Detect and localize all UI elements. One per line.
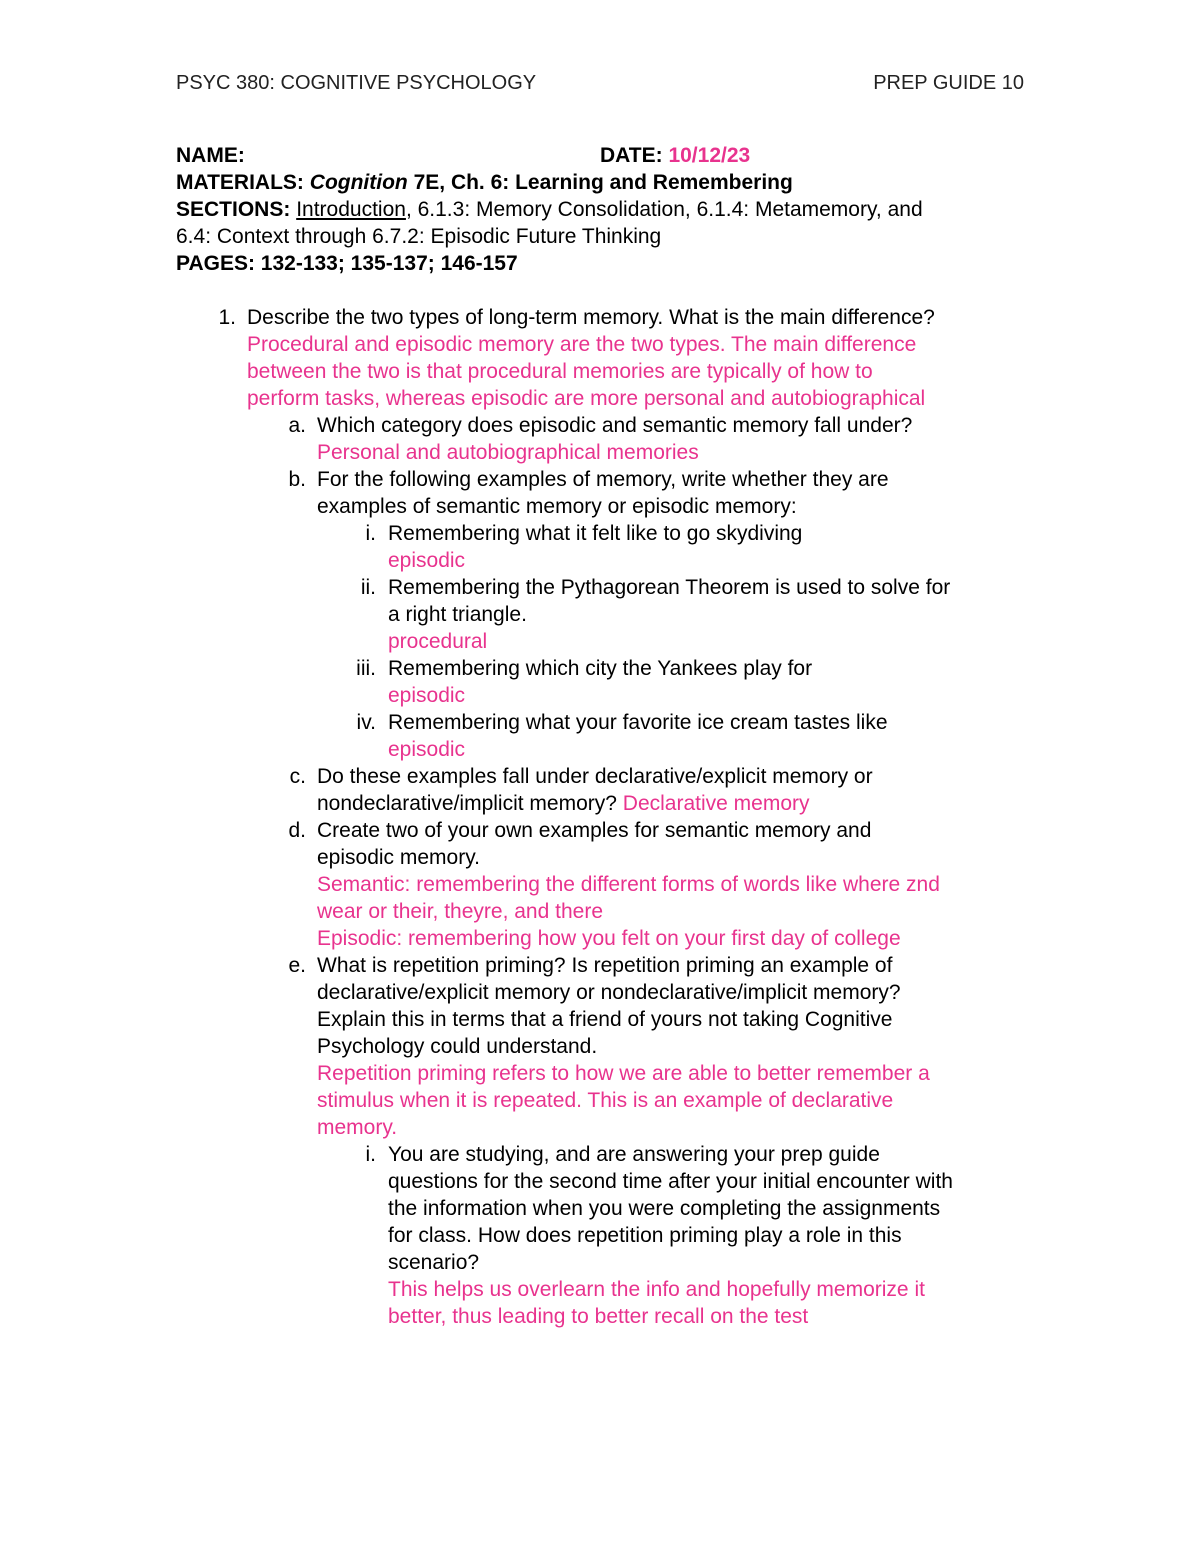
question-text: Remembering what it felt like to go skydiving [388,522,803,545]
sections-row-2: 6.4: Context through 6.7.2: Episodic Future Thinking [176,225,662,248]
page-header [176,71,1024,95]
question-1b-iv [176,709,1036,763]
list-marker: e. [288,954,306,977]
question-text: Remembering what your favorite ice cream tastes like [388,711,888,734]
answer-line: Procedural and episodic memory are the two types. The main difference [247,333,917,356]
materials-label: MATERIALS: [176,171,304,194]
guide-title: PREP GUIDE 10 [873,72,1024,94]
sections-introduction-link[interactable]: Introduction [296,198,406,221]
question-1 [176,304,1036,412]
name-label: NAME: [176,144,245,167]
question-text: questions for the second time after your initial encounter with [388,1170,953,1193]
question-1a [176,412,1036,466]
question-text: the information when you were completing the assignments [388,1197,941,1220]
question-text: Do these examples fall under declarative/explicit memory or [317,765,873,788]
answer-inline: Declarative memory [622,792,810,815]
answer-line: episodic [388,684,466,707]
answer-line: wear or their, theyre, and there [317,900,603,923]
answer-line: memory. [317,1116,398,1139]
question-text: Psychology could understand. [317,1035,598,1058]
question-list [176,304,1036,1330]
question-text: declarative/explicit memory or nondeclarative/implicit memory? [317,981,901,1004]
question-text: Remembering the Pythagorean Theorem is used to solve for [388,576,951,599]
question-text: Create two of your own examples for semantic memory and [317,819,872,842]
answer-line: Episodic: remembering how you felt on your first day of college [317,927,901,950]
question-1b-ii [176,574,1036,655]
answer-line: stimulus when it is repeated. This is an example of declarative [317,1089,894,1112]
question-1b-i [176,520,1036,574]
list-marker: 1. [218,306,236,329]
answer-line: Personal and autobiographical memories [317,441,699,464]
answer-line: between the two is that procedural memories are typically of how to [247,360,873,383]
answer-line: episodic [388,549,466,572]
date-group [600,142,750,169]
list-marker: c. [289,765,306,788]
question-text: Which category does episodic and semantic memory fall under? [317,414,913,437]
question-text: For the following examples of memory, write whether they are [317,468,889,491]
question-text: examples of semantic memory or episodic memory: [317,495,797,518]
list-marker: d. [288,819,306,842]
date-label: DATE: [600,144,663,167]
list-marker: ii. [360,576,376,599]
question-1b [176,466,1036,520]
question-text: for class. How does repetition priming play a role in this [388,1224,902,1247]
materials-row [176,169,1036,196]
materials-rest: 7E, Ch. 6: Learning and Remembering [407,171,793,194]
sections-row [176,196,1036,223]
question-1c [176,763,1036,817]
question-text: scenario? [388,1251,480,1274]
question-1b-iii [176,655,1036,709]
course-title: PSYC 380: COGNITIVE PSYCHOLOGY [176,72,537,94]
answer-line: perform tasks, whereas episodic are more personal and autobiographical [247,387,926,410]
pages-row: PAGES: 132-133; 135-137; 146-157 [176,252,518,275]
question-text: episodic memory. [317,846,480,869]
question-1e-i [176,1141,1036,1330]
list-marker: iv. [356,711,376,734]
question-text: a right triangle. [388,603,527,626]
date-value: 10/12/23 [668,144,751,167]
question-text: Explain this in terms that a friend of yours not taking Cognitive [317,1008,893,1031]
answer-line: episodic [388,738,466,761]
question-text: You are studying, and are answering your prep guide [388,1143,880,1166]
assignment-meta [176,142,1036,277]
question-text: Describe the two types of long-term memory. What is the main difference? [247,306,935,329]
list-marker: i. [365,522,376,545]
question-text: What is repetition priming? Is repetition priming an example of [317,954,893,977]
answer-line: procedural [388,630,488,653]
list-marker: b. [288,468,306,491]
name-date-row [176,142,1036,169]
answer-line: Repetition priming refers to how we are able to better remember a [317,1062,930,1085]
question-1e [176,952,1036,1141]
list-marker: i. [365,1143,376,1166]
list-marker: iii. [356,657,376,680]
materials-book: Cognition [309,171,408,194]
sections-label: SECTIONS: [176,198,291,221]
answer-line: Semantic: remembering the different forms of words like where znd [317,873,940,896]
question-text-with-answer [317,790,1036,817]
question-text: Remembering which city the Yankees play for [388,657,813,680]
question-1d [176,817,1036,952]
answer-line: better, thus leading to better recall on the test [388,1305,809,1328]
list-marker: a. [288,414,306,437]
question-text: nondeclarative/implicit memory? [317,792,623,815]
answer-line: This helps us overlearn the info and hopefully memorize it [388,1278,925,1301]
sections-rest: , 6.1.3: Memory Consolidation, 6.1.4: Metamemory, and [405,198,923,221]
